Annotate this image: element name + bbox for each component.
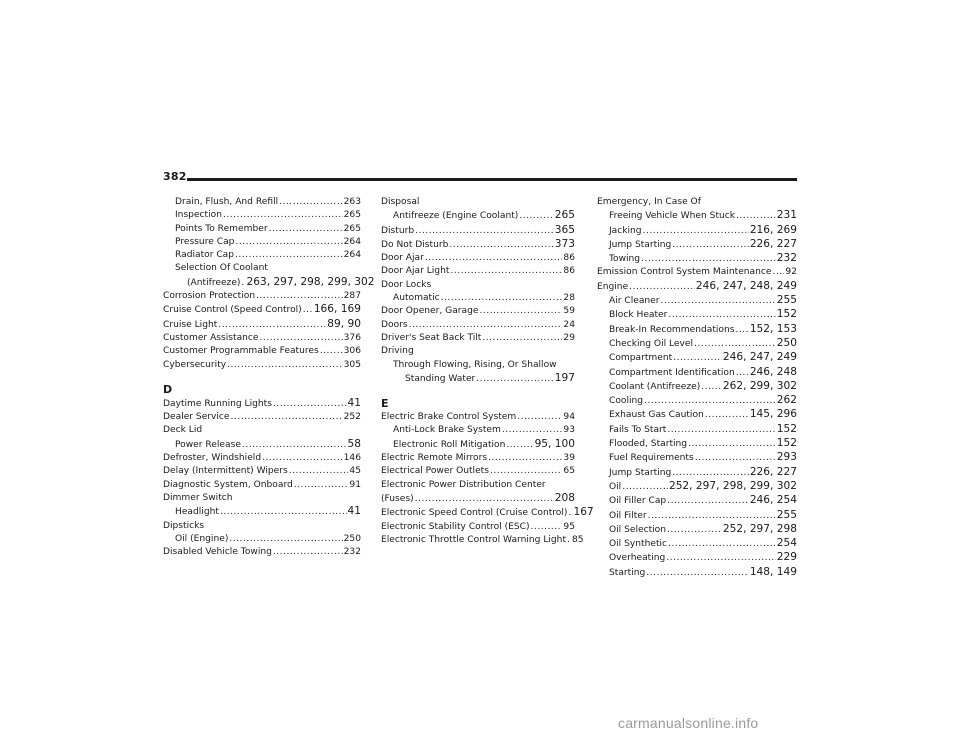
dot-leader — [694, 338, 776, 351]
index-entry-pages: 152, 153 — [749, 322, 797, 335]
index-entry-pages: 250 — [776, 336, 797, 349]
dot-leader — [488, 452, 562, 465]
index-heading: Dimmer Switch — [163, 492, 233, 503]
index-entry-pages: 250 — [343, 533, 361, 544]
index-entry — [597, 551, 797, 565]
dot-leader — [502, 424, 563, 437]
index-entry-pages: 152 — [776, 422, 797, 435]
index-entry-pages: 262 — [776, 394, 797, 407]
index-entry — [163, 479, 361, 492]
dot-leader — [256, 290, 343, 303]
dot-leader — [672, 467, 749, 480]
index-entry-pages: 246, 248 — [749, 365, 797, 378]
dot-leader — [289, 465, 349, 478]
dot-leader — [409, 319, 563, 332]
index-entry — [597, 537, 797, 551]
index-entry — [597, 437, 797, 451]
dot-leader — [695, 452, 776, 465]
index-entry — [597, 509, 797, 523]
dot-leader — [273, 398, 347, 411]
dot-leader — [441, 292, 563, 305]
index-entry-term: Overheating — [609, 553, 666, 564]
index-entry — [597, 466, 797, 480]
index-entry — [381, 252, 575, 265]
dot-leader — [661, 295, 776, 308]
index-entry-pages: 145, 296 — [749, 408, 797, 421]
index-entry-pages: 365 — [554, 223, 575, 236]
index-entry-pages: 94 — [563, 412, 575, 423]
index-entry-term: Cruise Control (Speed Control) — [163, 305, 302, 316]
dot-leader — [231, 411, 343, 424]
dot-leader — [705, 409, 749, 422]
index-entry-term: Compartment — [609, 353, 673, 364]
index-entry — [381, 521, 575, 534]
index-entry-pages: 264 — [343, 236, 361, 247]
index-entry — [381, 319, 575, 332]
index-entry — [597, 337, 797, 351]
dot-leader — [415, 225, 554, 238]
index-entry-term: Oil Selection — [609, 524, 667, 535]
index-entry — [163, 290, 361, 303]
index-entry — [163, 465, 361, 478]
dot-leader — [519, 210, 553, 223]
index-entry-term: Jump Starting — [609, 239, 672, 250]
index-entry-pages: 166, 169 — [313, 303, 361, 316]
dot-leader — [279, 196, 343, 209]
index-entry-pages: 263 — [343, 197, 361, 207]
index-entry — [597, 209, 797, 223]
index-entry-pages: 152 — [776, 308, 797, 321]
index-entry — [381, 224, 575, 238]
index-entry-term: Cruise Light — [163, 319, 218, 330]
index-entry-pages: 24 — [563, 319, 575, 330]
index-entry — [597, 280, 797, 294]
dot-leader — [482, 332, 562, 345]
dot-leader — [667, 524, 722, 537]
index-entry-pages: 92 — [785, 267, 797, 278]
index-column-3 — [597, 196, 797, 580]
index-entry-term: Do Not Disturb — [381, 239, 449, 250]
index-entry-pages: 373 — [554, 237, 575, 250]
index-entry-pages: 252 — [343, 412, 361, 423]
index-entry — [597, 323, 797, 337]
index-entry-term: Oil Synthetic — [609, 539, 668, 550]
index-entry-pages: 287 — [343, 291, 361, 302]
dot-leader — [629, 281, 695, 294]
dot-leader — [229, 533, 342, 546]
dot-leader — [303, 304, 313, 317]
index-entry-term: Oil (Engine) — [175, 533, 229, 544]
index-entry-term: Delay (Intermittent) Wipers — [163, 466, 288, 477]
index-entry-pages: 265 — [343, 210, 361, 221]
index-entry — [163, 438, 361, 452]
index-entry-term: Dealer Service — [163, 412, 230, 423]
index-entry-pages: 226, 227 — [749, 465, 797, 478]
index-entry-pages: 148, 149 — [749, 565, 797, 578]
index-entry — [381, 332, 575, 345]
index-entry-term: Fuel Requirements — [609, 453, 694, 464]
index-entry-term: Standing Water — [405, 373, 476, 384]
index-entry — [163, 411, 361, 424]
index-section-letter: D — [163, 382, 173, 396]
index-entry-pages: 265 — [343, 223, 361, 234]
index-entry — [163, 397, 361, 411]
index-entry — [163, 236, 361, 249]
index-entry-term: Checking Oil Level — [609, 338, 694, 349]
index-entry-pages: 231 — [776, 209, 797, 222]
dot-leader — [666, 552, 775, 565]
dot-leader — [735, 324, 748, 337]
index-entry — [163, 303, 361, 317]
index-entry — [597, 394, 797, 408]
index-entry-term: Electronic Stability Control (ESC) — [381, 521, 530, 532]
index-entry-term: Exhaust Gas Caution — [609, 410, 704, 421]
dot-leader — [476, 373, 553, 386]
index-entry-term: Air Cleaner — [609, 296, 660, 307]
index-entry — [597, 566, 797, 580]
dot-leader — [673, 352, 722, 365]
index-entry-term: Electronic Speed Control (Cruise Control) — [381, 508, 568, 519]
index-entry-pages: 305 — [343, 359, 361, 370]
index-entry-pages: 86 — [563, 266, 575, 277]
dot-leader — [517, 411, 562, 424]
index-entry-pages: 265 — [554, 209, 575, 222]
index-entry-pages: 226, 227 — [749, 237, 797, 250]
index-heading: Emergency, In Case Of — [597, 197, 701, 207]
index-entry-pages: 208 — [554, 491, 575, 504]
dot-leader — [648, 510, 776, 523]
index-entry — [163, 209, 361, 222]
index-entry-term: Diagnostic System, Onboard — [163, 479, 293, 490]
index-entry — [381, 492, 575, 506]
index-entry — [597, 451, 797, 465]
index-entry — [163, 223, 361, 236]
index-entry-pages: 255 — [776, 508, 797, 521]
dot-leader — [736, 210, 776, 223]
index-entry-pages: 263, 297, 298, 299, 302 — [246, 275, 375, 288]
index-entry-pages: 246, 247, 248, 249 — [695, 279, 797, 292]
index-entry-pages: 86 — [563, 253, 575, 264]
index-entry-term: Pressure Cap — [175, 236, 235, 247]
index-heading: Selection Of Coolant — [175, 263, 268, 274]
index-entry-term: Freeing Vehicle When Stuck — [609, 211, 736, 222]
index-entry — [381, 209, 575, 223]
index-entry — [597, 366, 797, 380]
index-entry — [597, 266, 797, 279]
index-entry-pages: 152 — [776, 437, 797, 450]
index-entry-term: Electronic Throttle Control Warning Light — [381, 534, 567, 545]
dot-leader — [242, 439, 347, 452]
dot-leader — [568, 507, 572, 520]
index-entry — [381, 452, 575, 465]
header-rule — [187, 178, 797, 181]
index-entry-term: Door Ajar — [381, 253, 424, 264]
dot-leader — [294, 479, 349, 492]
index-entry-pages: 376 — [343, 332, 361, 343]
index-entry — [381, 438, 575, 452]
index-entry — [597, 351, 797, 365]
index-entry-term: Disabled Vehicle Towing — [163, 547, 272, 558]
index-entry-term: Door Opener, Garage — [381, 306, 479, 317]
index-entry-pages: 232 — [343, 547, 361, 558]
index-entry-pages: 293 — [776, 451, 797, 464]
index-entry-term: Defroster, Windshield — [163, 453, 262, 464]
index-entry — [381, 372, 575, 386]
index-entry-term: Coolant (Antifreeze) — [609, 381, 701, 392]
index-entry-pages: 29 — [563, 332, 575, 343]
index-entry-term: Radiator Cap — [175, 250, 235, 261]
dot-leader — [449, 239, 553, 252]
index-heading: Electronic Power Distribution Center — [381, 479, 546, 490]
index-entry-term: Engine — [597, 281, 629, 292]
index-entry-term: Points To Remember — [175, 223, 268, 234]
index-entry-term: Automatic — [393, 293, 440, 304]
dot-leader — [450, 265, 562, 278]
index-entry-pages: 252, 297, 298, 299, 302 — [668, 479, 797, 492]
index-entry-term: Oil Filler Cap — [609, 496, 667, 507]
index-section-letter: E — [381, 397, 389, 411]
index-entry-pages: 45 — [349, 466, 361, 477]
index-entry-pages: 167 — [573, 506, 594, 519]
index-entry-term: Break-In Recommendations — [609, 324, 735, 335]
index-entry — [163, 546, 361, 559]
index-entry-term: Antifreeze (Engine Coolant) — [393, 211, 519, 222]
index-heading: Door Locks — [381, 279, 432, 290]
index-entry — [381, 465, 575, 478]
index-entry — [597, 408, 797, 422]
index-entry-pages: 65 — [563, 466, 575, 477]
dot-leader — [668, 309, 775, 322]
index-entry-term: Cybersecurity — [163, 359, 227, 370]
index-heading: Dipsticks — [163, 520, 205, 531]
index-entry-pages: 197 — [554, 371, 575, 384]
index-entry — [597, 523, 797, 537]
dot-leader — [269, 223, 343, 236]
dot-leader — [479, 305, 562, 318]
index-entry-term: Corrosion Protection — [163, 291, 256, 302]
index-entry — [163, 318, 361, 332]
index-entry-pages: 39 — [563, 453, 575, 464]
dot-leader — [415, 493, 554, 506]
index-entry-pages: 91 — [349, 479, 361, 490]
index-entry — [597, 308, 797, 322]
dot-leader — [235, 236, 342, 249]
index-entry-pages: 216, 269 — [749, 223, 797, 236]
index-entry — [597, 238, 797, 252]
index-heading: Deck Lid — [163, 425, 203, 436]
dot-leader — [320, 345, 343, 358]
index-entry-pages: 246, 247, 249 — [722, 351, 797, 364]
index-entry-pages: 41 — [347, 396, 361, 409]
index-column-2 — [381, 196, 594, 547]
index-entry-pages: 229 — [776, 551, 797, 564]
index-entry-term: Electric Remote Mirrors — [381, 453, 488, 464]
index-entry — [597, 480, 797, 494]
index-entry-term: Jump Starting — [609, 467, 672, 478]
index-entry — [381, 292, 575, 305]
dot-leader — [425, 252, 563, 265]
index-entry-term: Block Heater — [609, 310, 668, 321]
index-entry-term: Anti-Lock Brake System — [393, 425, 501, 436]
dot-leader — [688, 438, 776, 451]
index-entry-term: Towing — [609, 254, 641, 265]
dot-leader — [772, 266, 784, 279]
index-entry-pages: 41 — [347, 505, 361, 518]
index-entry-term: Oil — [609, 481, 622, 492]
index-entry-term: Electronic Roll Mitigation — [393, 439, 506, 450]
index-entry — [597, 224, 797, 238]
index-entry-term: Emission Control System Maintenance — [597, 267, 772, 278]
index-entry — [163, 249, 361, 262]
dot-leader — [701, 381, 722, 394]
index-entry-term: Flooded, Starting — [609, 439, 688, 450]
index-entry-pages: 28 — [563, 293, 575, 304]
index-entry — [381, 534, 584, 547]
index-entry-pages: 89, 90 — [327, 317, 361, 330]
index-entry-term: (Fuses) — [381, 493, 414, 504]
index-entry-term: Headlight — [175, 507, 219, 518]
index-entry-pages: 264 — [343, 250, 361, 261]
index-entry-pages: 306 — [343, 346, 361, 357]
index-entry-term: (Antifreeze) — [187, 277, 241, 288]
index-entry-term: Daytime Running Lights — [163, 398, 272, 409]
dot-leader — [506, 439, 533, 452]
index-entry-term: Inspection — [175, 210, 222, 221]
dot-leader — [241, 277, 245, 290]
index-entry-pages: 262, 299, 302 — [722, 379, 797, 392]
index-entry-term: Electrical Power Outlets — [381, 466, 489, 477]
index-entry — [597, 294, 797, 308]
index-entry — [597, 252, 797, 266]
index-entry — [597, 380, 797, 394]
index-entry-pages: 95, 100 — [534, 437, 575, 450]
index-entry — [381, 424, 575, 437]
index-entry-term: Customer Assistance — [163, 332, 259, 343]
index-entry-pages: 232 — [776, 252, 797, 265]
index-entry-term: Customer Programmable Features — [163, 346, 319, 357]
index-entry — [163, 359, 361, 372]
index-column-1 — [163, 196, 375, 559]
dot-leader — [736, 367, 749, 380]
index-entry-term: Electric Brake Control System — [381, 412, 517, 423]
index-entry — [597, 423, 797, 437]
dot-leader — [262, 452, 343, 465]
index-entry-term: Drain, Flush, And Refill — [175, 197, 279, 207]
index-entry-pages: 246, 254 — [749, 494, 797, 507]
index-entry-term: Compartment Identification — [609, 367, 735, 378]
index-entry-term: Starting — [609, 567, 646, 578]
index-entry — [163, 452, 361, 465]
dot-leader — [220, 506, 347, 519]
dot-leader — [490, 465, 562, 478]
index-entry — [597, 494, 797, 508]
index-entry-term: Fails To Start — [609, 424, 667, 435]
index-entry-pages: 254 — [776, 537, 797, 550]
index-entry-pages: 59 — [563, 306, 575, 317]
index-entry-pages: 146 — [343, 453, 361, 464]
index-entry-pages: 58 — [347, 437, 361, 450]
index-entry — [163, 505, 361, 519]
index-entry — [381, 305, 575, 318]
dot-leader — [260, 332, 343, 345]
index-entry — [381, 238, 575, 252]
index-entry-term: Door Ajar Light — [381, 266, 450, 277]
index-entry — [381, 411, 575, 424]
index-entry-term: Cooling — [609, 396, 644, 407]
index-heading: Disposal — [381, 197, 420, 207]
dot-leader — [531, 521, 563, 534]
dot-leader — [227, 359, 342, 372]
dot-leader — [667, 495, 749, 508]
index-entry-pages: 252, 297, 298 — [722, 522, 797, 535]
watermark: carmanualsonline.info — [618, 715, 759, 731]
dot-leader — [668, 538, 776, 551]
index-entry — [163, 196, 361, 209]
index-entry — [163, 332, 361, 345]
dot-leader — [672, 239, 749, 252]
index-entry-pages: 85 — [572, 534, 584, 545]
dot-leader — [644, 395, 776, 408]
index-entry-term: Jacking — [609, 225, 642, 236]
index-entry-pages: 93 — [563, 425, 575, 436]
dot-leader — [273, 546, 343, 559]
index-entry-term: Disturb — [381, 225, 415, 236]
dot-leader — [223, 209, 343, 222]
index-entry — [381, 265, 575, 278]
dot-leader — [235, 249, 343, 262]
index-entry-term: Driver's Seat Back Tilt — [381, 332, 482, 343]
dot-leader — [622, 481, 668, 494]
index-entry — [163, 533, 361, 546]
index-entry-term: Power Release — [175, 439, 241, 450]
index-entry-term: Doors — [381, 319, 408, 330]
dot-leader — [641, 253, 776, 266]
dot-leader — [567, 534, 571, 547]
index-entry — [163, 275, 375, 290]
index-heading: Driving — [381, 346, 414, 357]
page-number: 382 — [163, 170, 187, 183]
index-heading: Through Flowing, Rising, Or Shallow — [393, 359, 557, 370]
index-entry — [163, 345, 361, 358]
dot-leader — [646, 567, 749, 580]
dot-leader — [643, 225, 749, 238]
dot-leader — [218, 319, 326, 332]
index-entry — [381, 506, 594, 520]
index-entry-pages: 95 — [563, 521, 575, 532]
dot-leader — [667, 424, 775, 437]
index-entry-pages: 255 — [776, 294, 797, 307]
index-entry-term: Oil Filter — [609, 510, 647, 521]
